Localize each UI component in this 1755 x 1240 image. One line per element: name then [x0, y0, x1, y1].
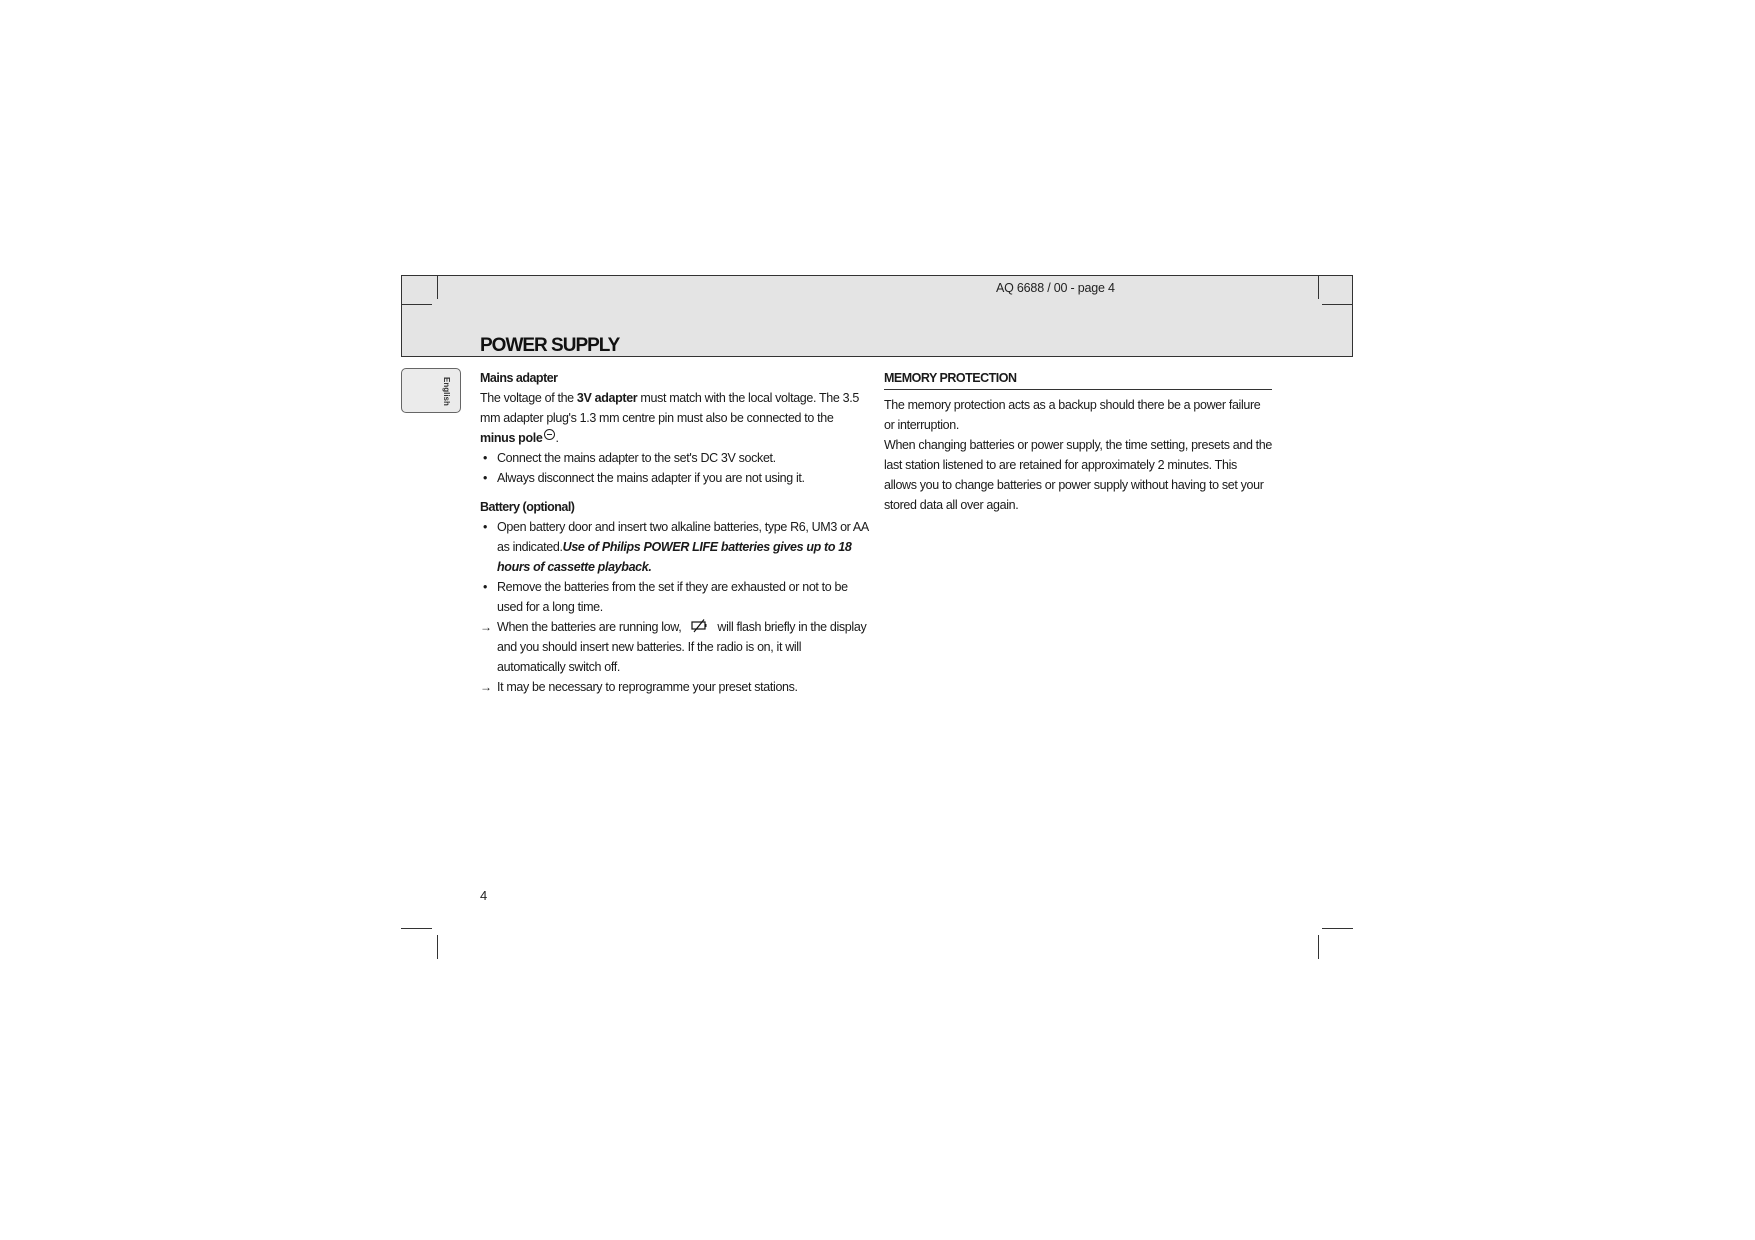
crop-mark: [437, 935, 438, 959]
mains-adapter-paragraph: [480, 388, 870, 448]
document-reference: AQ 6688 / 00 - page 4: [996, 281, 1115, 295]
mains-bullet: • Connect the mains adapter to the set's DC 3V socket.: [480, 448, 870, 468]
crop-mark: [401, 304, 432, 305]
mains-text-end: .: [555, 431, 559, 445]
memory-protection-paragraph: When changing batteries or power supply, the time setting, presets and the last station listened to are retained for approximately 2 minutes. This allows you to change batteries or power supply without having to set your stored data all over again.: [884, 438, 1272, 512]
arrow-item-text: will flash briefly in the display and you should insert new batteries. If the radio is on, it will automatically switch off.: [497, 620, 867, 674]
crop-mark: [1318, 275, 1319, 299]
mains-bullet: • Always disconnect the mains adapter if you are not using it.: [480, 468, 870, 488]
battery-bullet: [480, 517, 870, 577]
battery-bullet-emphasis: Use of Philips POWER LIFE batteries gives up to 18 hours of cassette playback.: [497, 540, 852, 574]
battery-arrow-item: [480, 677, 870, 697]
minus-circle-icon: [544, 429, 555, 440]
low-battery-icon: [691, 619, 707, 633]
mains-bold-3v-adapter: 3V adapter: [576, 391, 638, 405]
arrow-item-text: It may be necessary to reprogramme your preset stations.: [497, 680, 798, 694]
battery-bullet-text: Open battery door and insert two alkaline batteries, type R6, UM3 or AA as indicated.: [497, 520, 869, 554]
right-column: [884, 368, 1272, 515]
left-column: [480, 368, 870, 697]
crop-mark: [1318, 935, 1319, 959]
arrow-item-text: When the batteries are running low,: [497, 620, 682, 634]
page-number: 4: [480, 888, 488, 903]
memory-protection-paragraph: The memory protection acts as a backup should there be a power failure or interruption.: [884, 398, 1261, 432]
language-tab: [401, 368, 461, 413]
language-tab-label: English: [442, 377, 451, 406]
battery-heading: Battery (optional): [480, 500, 575, 514]
arrow-right-icon: →: [480, 620, 492, 634]
mains-bold-minus-pole: minus pole: [480, 431, 543, 445]
crop-mark: [1322, 928, 1353, 929]
mains-text-2: must match with the local voltage. The 3.5 mm adapter plug's 1.3 mm centre pin must also be connected to the: [480, 391, 859, 425]
crop-mark: [1322, 304, 1353, 305]
page-title: POWER SUPPLY: [480, 335, 620, 356]
arrow-right-icon: →: [480, 680, 492, 694]
mains-adapter-heading: Mains adapter: [480, 371, 558, 385]
crop-mark: [401, 928, 432, 929]
battery-bullet: • Remove the batteries from the set if they are exhausted or not to be used for a long time.: [480, 577, 870, 617]
crop-mark: [437, 275, 438, 299]
battery-arrow-item: [480, 617, 870, 677]
mains-text-1: The voltage of the: [480, 391, 577, 405]
memory-protection-heading: MEMORY PROTECTION: [884, 368, 1272, 390]
